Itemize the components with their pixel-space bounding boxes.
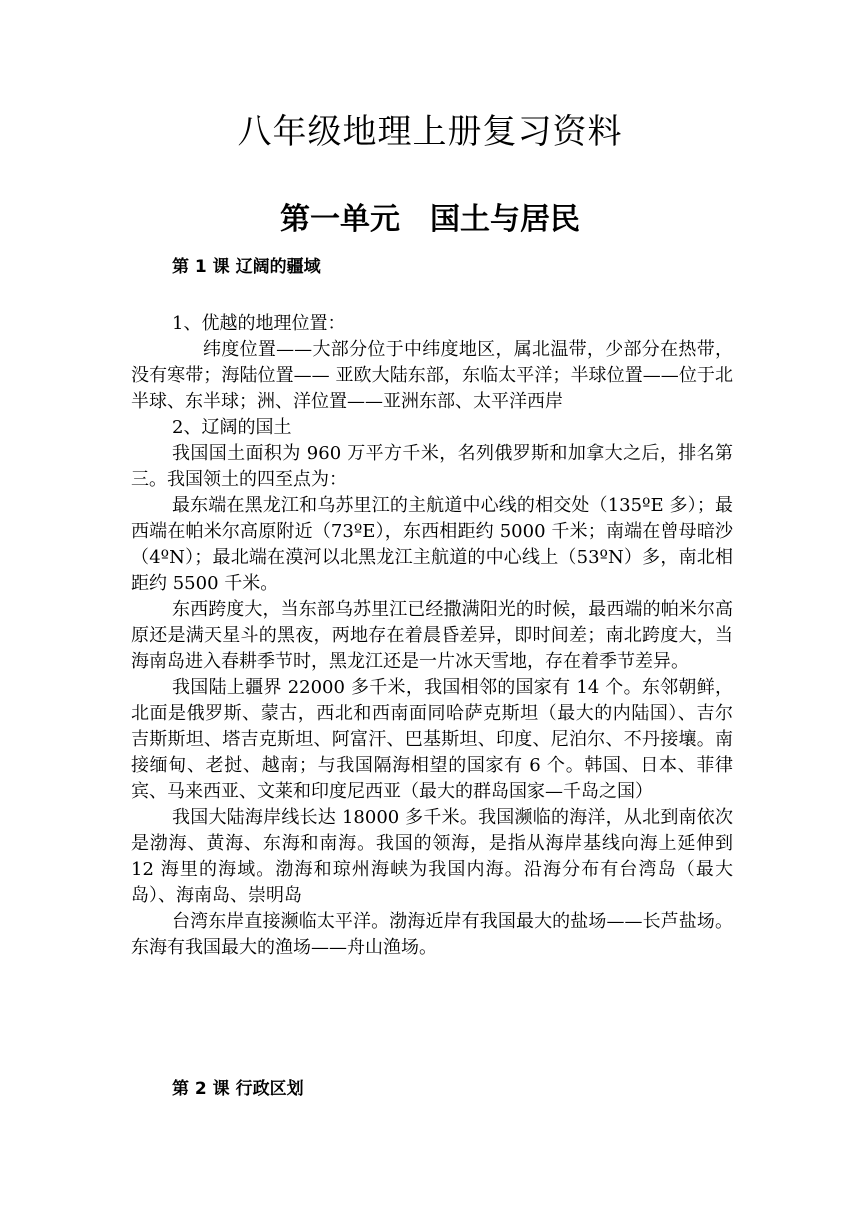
paragraph-5: 最东端在黑龙江和乌苏里江的主航道中心线的相交处（135ºE 多）；最西端在帕米尔高原附近（73ºE），东西相距约 5000 千米；南端在曾母暗沙（4ºN）；最北端在漠河以北黑龙江主航道的中心线上（53ºN）多，南北相距约 5500 千米。 (131, 495, 733, 594)
paragraph-1: 1、优越的地理位置： (172, 313, 346, 334)
paragraph-4: 我国国土面积为 960 万平方千米，名列俄罗斯和加拿大之后，排名第三。我国领土的四至点为： (131, 443, 733, 490)
unit-number: 第一单元 (280, 202, 400, 237)
paragraph-7: 我国陆上疆界 22000 多千米，我国相邻的国家有 14 个。东邻朝鲜，北面是俄罗斯、蒙古，西北和西南面同哈萨克斯坦（最大的内陆国）、吉尔吉斯斯坦、塔吉克斯坦、阿富汗、巴基斯坦、印度、尼泊尔、不丹接壤。南接缅甸、老挝、越南；与我国隔海相望的国家有 6 个。韩国、日本、菲律宾、马来西亚、文莱和印度尼西亚（最大的群岛国家—千岛之国） (131, 677, 733, 802)
lesson-1-heading: 第 1 课 辽阔的疆域 (172, 257, 321, 277)
paragraph-6: 东西跨度大，当东部乌苏里江已经撒满阳光的时候，最西端的帕米尔高原还是满天星斗的黑夜，两地存在着晨昏差异，即时间差；南北跨度大，当海南岛进入春耕季节时，黑龙江还是一片冰天雪地，存在着季节差异。 (131, 599, 733, 672)
unit-name: 国土与居民 (430, 202, 580, 237)
paragraph-9: 台湾东岸直接濒临太平洋。渤海近岸有我国最大的盐场——长芦盐场。东海有我国最大的渔场——舟山渔场。 (131, 911, 733, 958)
paragraph-3: 2、辽阔的国土 (172, 417, 292, 438)
paragraph-8: 我国大陆海岸线长达 18000 多千米。我国濒临的海洋，从北到南依次是渤海、黄海、东海和南海。我国的领海，是指从海岸基线向海上延伸到 12 海里的海域。渤海和琼州海峡为我国内海。沿海分布有台湾岛（最大岛）、海南岛、崇明岛 (131, 807, 733, 906)
document-title: 八年级地理上册复习资料 (237, 112, 623, 152)
lesson-2-heading: 第 2 课 行政区划 (172, 1079, 304, 1099)
paragraph-2: 纬度位置——大部分位于中纬度地区，属北温带，少部分在热带，没有寒带；海陆位置—— 亚欧大陆东部，东临太平洋；半球位置——位于北半球、东半球；洲、洋位置——亚洲东部、太平洋西岸 (131, 339, 733, 412)
document-body (131, 311, 733, 961)
unit-title (0, 194, 860, 238)
